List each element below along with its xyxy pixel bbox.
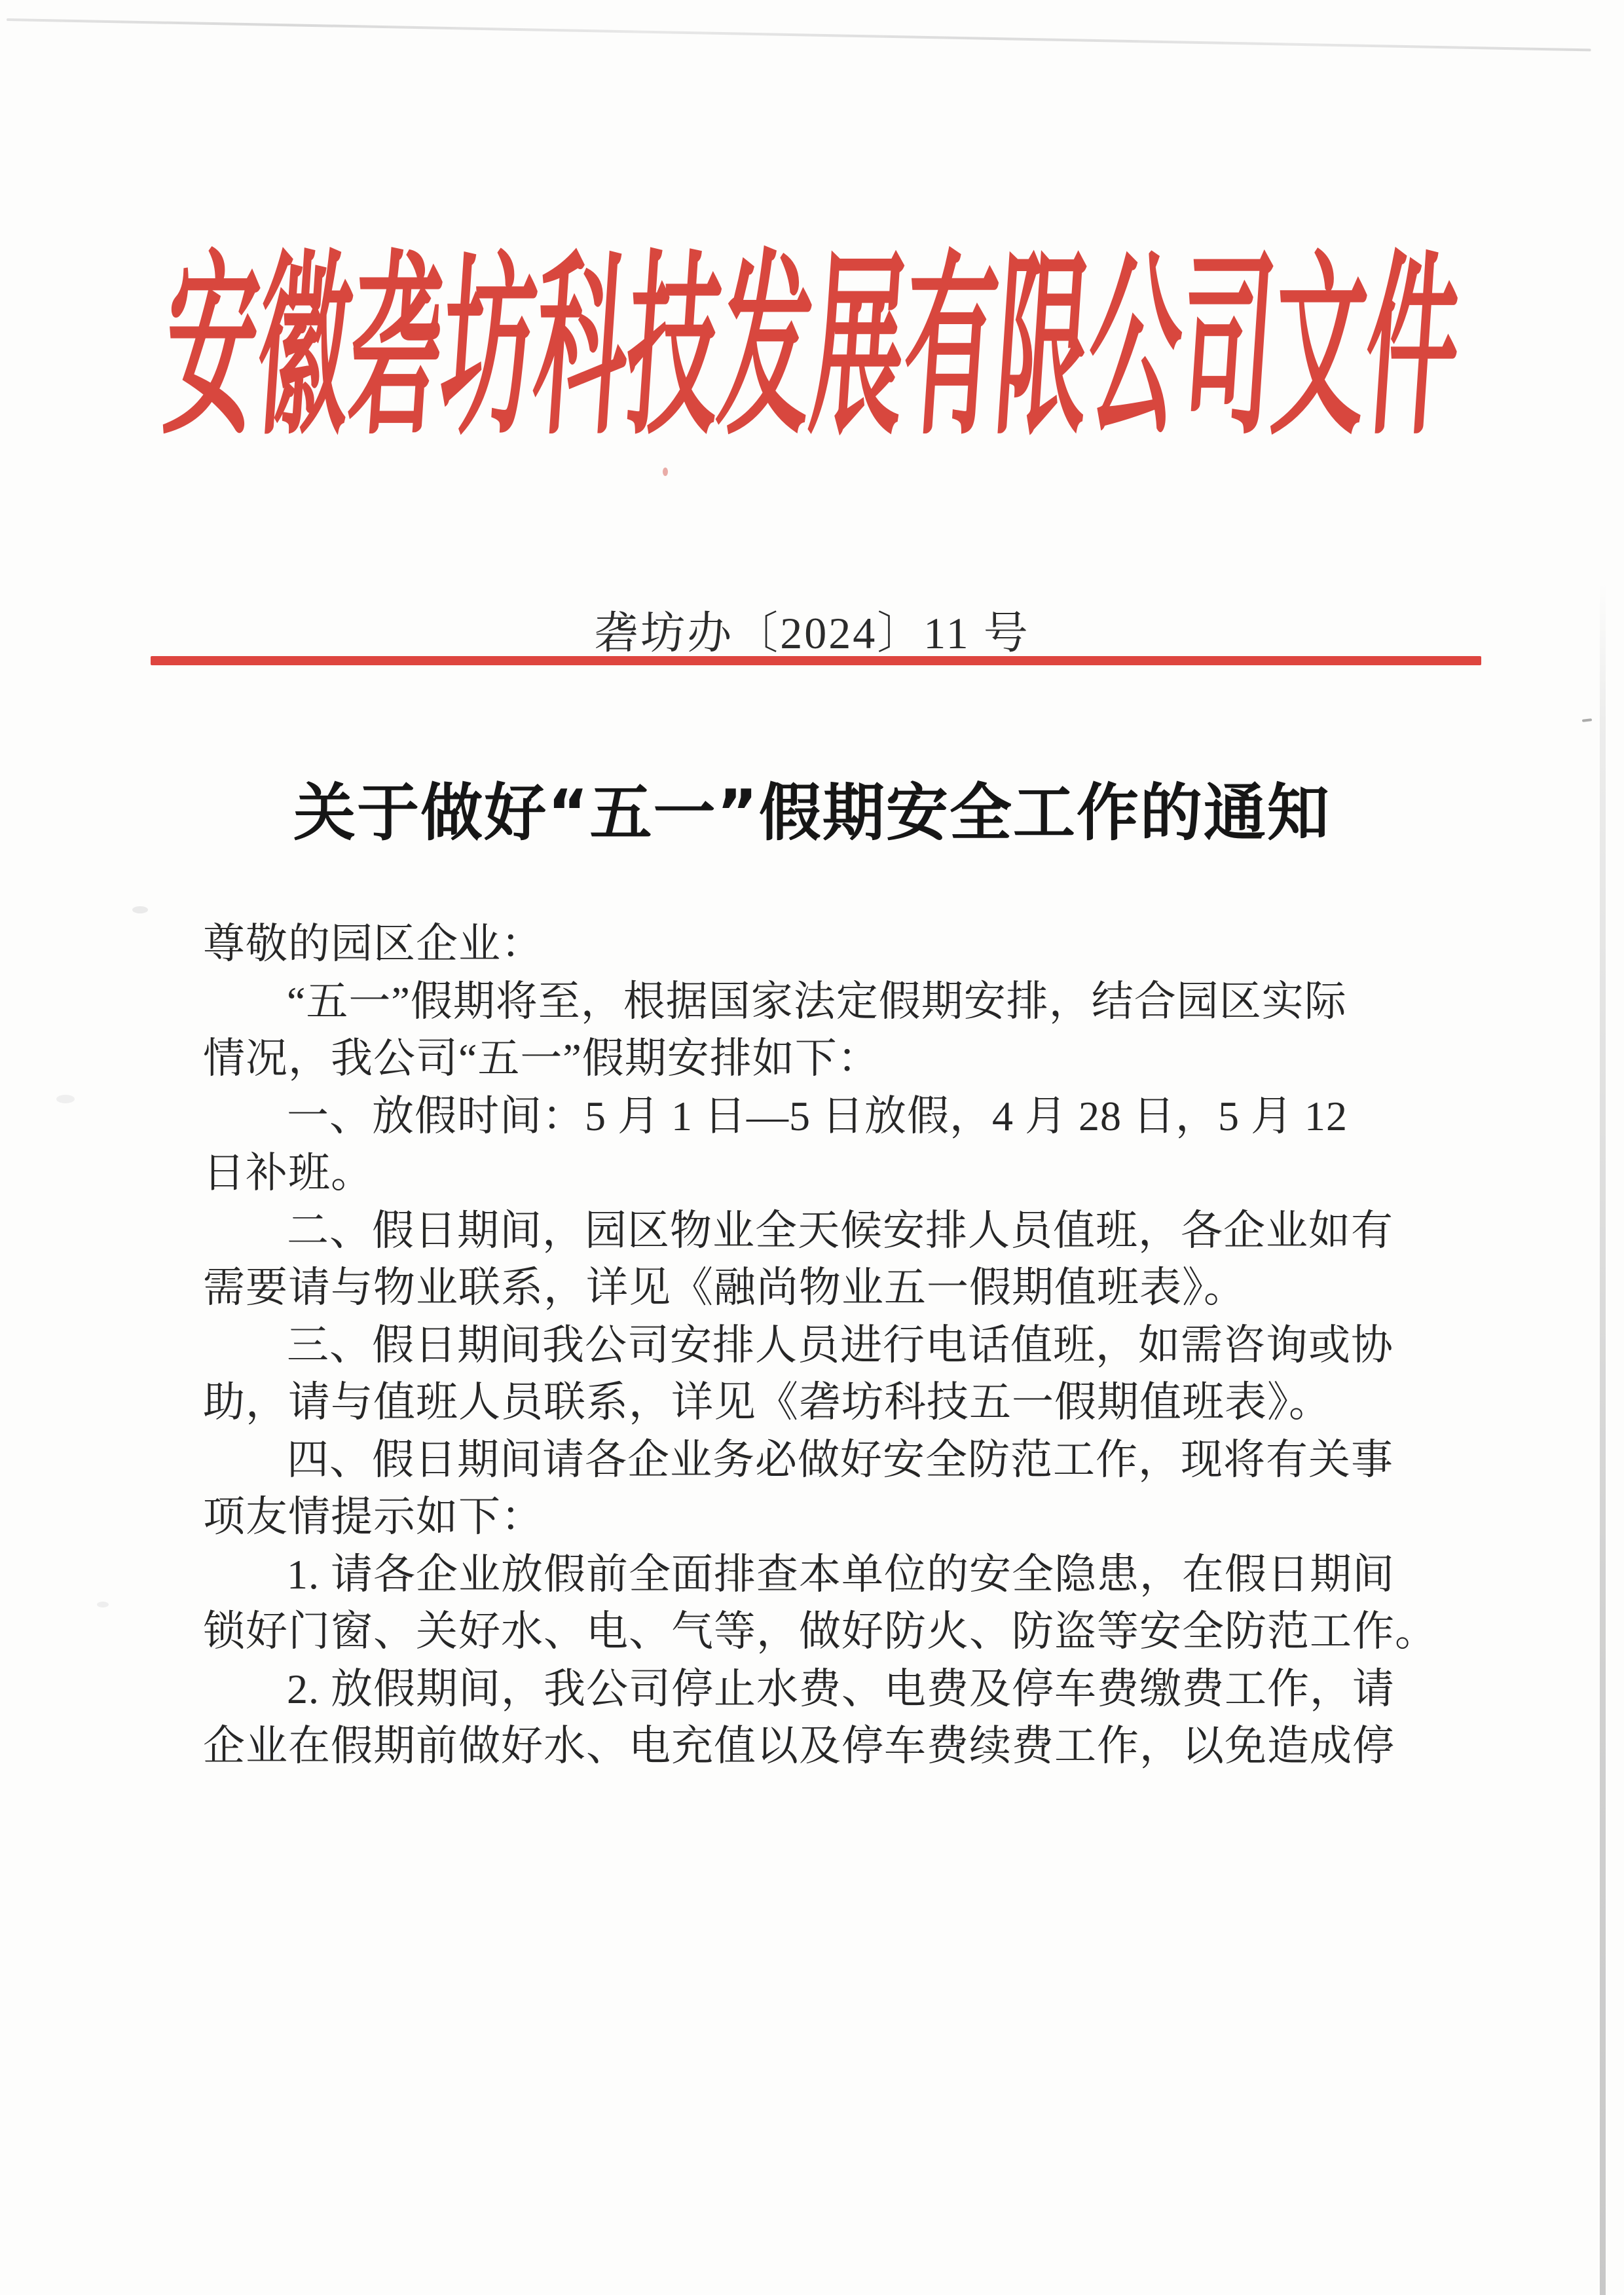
scan-speck (663, 468, 668, 476)
body-line: 四、假日期间请各企业务必做好安全防范工作，现将有关事 (287, 1436, 1393, 1483)
body-line: 助，请与值班人员联系，详见《砻坊科技五一假期值班表》。 (203, 1379, 1331, 1425)
letterhead (0, 241, 1624, 457)
body-line: 情况，我公司“五一”假期安排如下： (203, 1035, 880, 1082)
body-line: 二、假日期间，园区物业全天候安排人员值班，各企业如有 (287, 1207, 1393, 1254)
body-line: 尊敬的园区企业： (203, 921, 544, 967)
document-number: 砻坊办〔2024〕11 号 (594, 608, 1030, 658)
company-letterhead-text: 安徽砻坊科技发展有限公司文件 (158, 240, 1466, 458)
body-line: 企业在假期前做好水、电充值以及停车费续费工作，以免造成停 (203, 1723, 1395, 1769)
notice-body (203, 915, 1437, 1775)
body-line: 锁好门窗、关好水、电、气等，做好防火、防盗等安全防范工作。 (203, 1608, 1437, 1655)
body-line: 一、放假时间：5 月 1 日—5 日放假，4 月 28 日，5 月 12 (287, 1092, 1348, 1139)
body-line: 日补班。 (203, 1150, 373, 1196)
body-line: 1. 请各企业放假前全面排查本单位的安全隐患，在假日期间 (287, 1551, 1395, 1598)
notice-title: 关于做好“五一”假期安全工作的通知 (293, 777, 1331, 849)
body-line: “五一”假期将至，根据国家法定假期安排，结合园区实际 (287, 978, 1347, 1025)
scan-artifact-top-line (7, 18, 1591, 51)
body-line: 需要请与物业联系，详见《融尚物业五一假期值班表》。 (203, 1264, 1246, 1311)
scan-speck (1582, 718, 1592, 722)
body-line: 项友情提示如下： (203, 1494, 544, 1540)
scan-speck (132, 906, 148, 913)
scan-speck (56, 1095, 75, 1103)
scan-speck (97, 1602, 109, 1607)
body-line: 2. 放假期间，我公司停止水费、电费及停车费缴费工作，请 (287, 1665, 1395, 1712)
body-line: 三、假日期间我公司安排人员进行电话值班，如需咨询或协 (287, 1321, 1393, 1368)
